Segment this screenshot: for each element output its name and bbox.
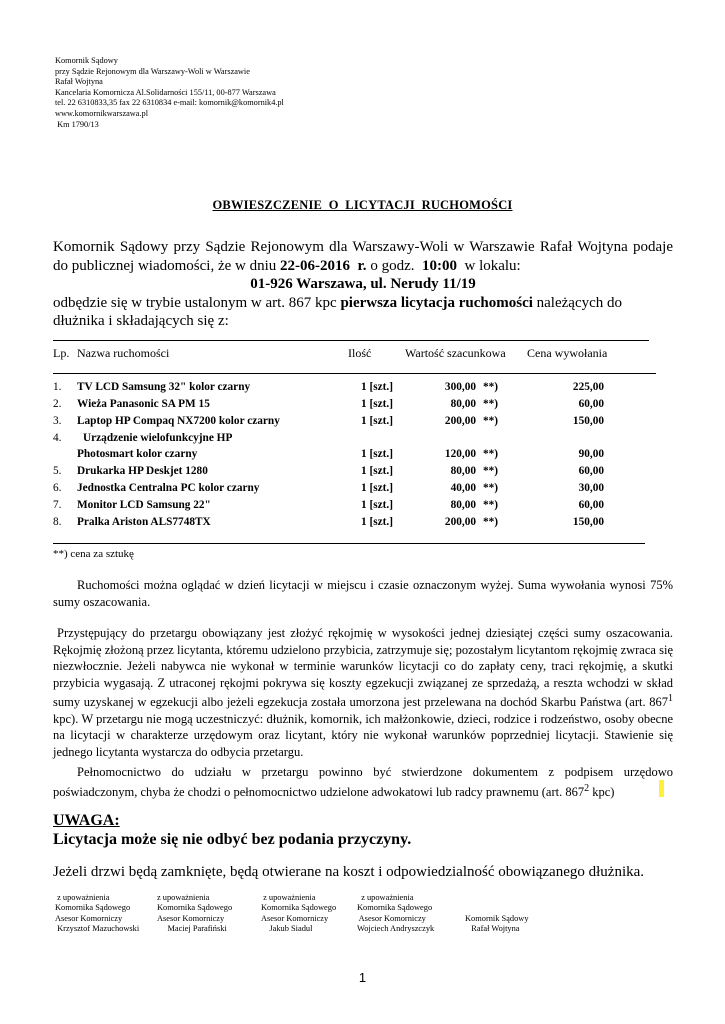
col-header-qty: Ilość: [348, 346, 372, 360]
item-value: 80,00: [450, 499, 476, 511]
item-price: 60,00: [578, 465, 604, 477]
item-quantity: 1 [szt.]: [361, 448, 393, 460]
item-name: Urządzenie wielofunkcyjne HP: [83, 432, 233, 444]
item-name: Drukarka HP Deskjet 1280: [77, 465, 208, 477]
sig-line: Asesor Komorniczy: [157, 913, 225, 923]
intro-text: w lokalu:: [456, 257, 521, 274]
sig-line: Komornika Sądowego: [261, 903, 337, 913]
item-value: 40,00: [450, 482, 476, 494]
item-name: Jednostka Centralna PC kolor czarny: [77, 482, 260, 494]
proxy-paragraph: [53, 764, 673, 800]
table-footnote: **) cena za sztukę: [53, 548, 134, 560]
col-header-name: Nazwa ruchomości: [77, 346, 170, 360]
signature-block: [357, 893, 434, 935]
sig-name: Rafał Wojtyna: [465, 924, 520, 934]
row-number: 2.: [53, 398, 62, 410]
header-line: Kancelaria Komornicza Al.Solidarności 155/11, 00-877 Warszawa: [55, 87, 276, 97]
intro-text: Komornik Sądowy przy Sądzie Rejonowym dla Warszawy-Woli w Warszawie Rafał Wojtyna podaje do publicznej wiadomości, że w dniu: [53, 239, 673, 274]
sig-line: Komornik Sądowy: [465, 913, 529, 923]
item-price: 150,00: [572, 415, 604, 427]
intro-text: należących do dłużnika i składających się z:: [53, 294, 623, 329]
table-row: [0, 446, 725, 463]
sig-name: Maciej Parafiński: [157, 924, 227, 934]
item-quantity: 1 [szt.]: [361, 415, 393, 427]
row-number: 1.: [53, 381, 62, 393]
intro-paragraph: [53, 238, 673, 331]
item-value-mark: **): [483, 448, 499, 460]
item-name: Pralka Ariston ALS7748TX: [77, 516, 211, 528]
header-line: przy Sądzie Rejonowym dla Warszawy-Woli w Warszawie: [55, 66, 250, 76]
case-number: Km 1790/13: [55, 119, 99, 129]
table-row: [0, 430, 725, 447]
item-quantity: 1 [szt.]: [361, 499, 393, 511]
sig-line: Asesor Komorniczy: [261, 913, 329, 923]
table-row: [0, 514, 725, 531]
intro-text: odbędzie się w trybie ustalonym w art. 867 kpc: [53, 294, 341, 311]
item-price: 225,00: [572, 381, 604, 393]
item-price: 30,00: [578, 482, 604, 494]
item-price: 60,00: [578, 398, 604, 410]
sig-line: Komornika Sądowego: [55, 903, 131, 913]
row-number: 4.: [53, 432, 62, 444]
office-header: [55, 56, 284, 130]
doors-notice: Jeżeli drzwi będą zamknięte, będą otwierane na koszt i odpowiedzialność obowiązanego dłużnika.: [53, 864, 645, 880]
header-line: tel. 22 6310833,35 fax 22 6310834 e-mail: komornik@komornik4.pl: [55, 98, 284, 108]
row-number: 3.: [53, 415, 62, 427]
signature-block: [157, 893, 232, 935]
proxy-text: Pełnomocnictwo do udziału w przetargu powinno być stwierdzone dokumentem z podpisem urzędowo poświadczonym, chyba że chodzi o pełnomocnictwo udzielone adwokatowi lub radcy prawnemu (art. 867: [53, 765, 673, 799]
item-quantity: 1 [szt.]: [361, 465, 393, 477]
deposit-paragraph: [53, 625, 673, 760]
notice-block: [53, 811, 411, 849]
item-value-mark: **): [483, 381, 499, 393]
item-quantity: 1 [szt.]: [361, 398, 393, 410]
table-top-rule: [53, 340, 649, 341]
intro-text: o godz.: [366, 257, 419, 274]
viewing-paragraph: [53, 577, 673, 610]
table-bottom-rule: [53, 543, 645, 544]
item-value-mark: **): [483, 415, 499, 427]
item-name: Laptop HP Compaq NX7200 kolor czarny: [77, 415, 280, 427]
item-value-mark: **): [483, 465, 499, 477]
item-value-mark: **): [483, 398, 499, 410]
notice-heading: UWAGA:: [53, 812, 120, 829]
sig-line: z upoważnienia: [157, 893, 210, 902]
sig-line: [465, 903, 529, 913]
item-value: 80,00: [450, 398, 476, 410]
item-value: 80,00: [450, 465, 476, 477]
page-number: 1: [358, 970, 367, 985]
item-value-mark: **): [483, 482, 499, 494]
item-quantity: 1 [szt.]: [361, 381, 393, 393]
item-price: 150,00: [572, 516, 604, 528]
sig-name: Jakub Siadul: [261, 924, 313, 934]
signature-block: [465, 893, 529, 935]
auction-time: 10:00: [418, 257, 457, 274]
sig-line: Asesor Komorniczy: [55, 913, 123, 923]
notice-text: Licytacja może się nie odbyć bez podania przyczyny.: [53, 831, 412, 848]
item-value-mark: **): [483, 516, 499, 528]
table-row: [0, 396, 725, 413]
item-name: Wieża Panasonic SA PM 15: [77, 398, 210, 410]
item-value: 300,00: [444, 381, 476, 393]
col-header-value: Wartość szacunkowa: [405, 346, 506, 360]
signature-block: [55, 893, 139, 935]
item-name: Monitor LCD Samsung 22": [77, 499, 211, 511]
viewing-text: Ruchomości można oglądać w dzień licytacji w miejscu i czasie oznaczonym wyżej. Suma wywołania wynosi 75% sumy oszacowania.: [53, 578, 673, 609]
sig-line: z upoważnienia: [55, 893, 110, 902]
col-header-lp: Lp.: [53, 346, 70, 360]
document-title: OBWIESZCZENIE O LICYTACJI RUCHOMOŚCI: [212, 198, 513, 212]
table-header-rule: [53, 373, 656, 374]
item-price: 90,00: [578, 448, 604, 460]
deposit-text: kpc). W przetargu nie mogą uczestniczyć: dłużnik, komornik, ich małżonkowie, dzieci, rodzice i rodzeństwo, osoby obecne na licytacji w charakterze urzędowym oraz licytant, który nie wykonał warunków poprzedniej licytacji. Stawienie się jednego licytanta wystarcza do odbycia przetargu.: [53, 711, 673, 759]
item-value: 200,00: [444, 516, 476, 528]
col-header-price: Cena wywołania: [527, 346, 608, 360]
item-value: 120,00: [444, 448, 476, 460]
auction-date: 22-06-2016 r.: [280, 257, 367, 274]
sig-name: Krzysztof Mazuchowski: [55, 924, 140, 934]
table-row: [0, 463, 725, 480]
header-line: Rafał Wojtyna: [55, 77, 103, 87]
item-quantity: 1 [szt.]: [361, 482, 393, 494]
sig-line: Komornika Sądowego: [357, 903, 433, 913]
sig-line: z upoważnienia: [357, 893, 414, 902]
article-superscript: 1: [668, 693, 673, 704]
row-number: 7.: [53, 499, 62, 511]
signature-block: [261, 893, 336, 935]
item-value: 200,00: [444, 415, 476, 427]
row-number: 6.: [53, 482, 62, 494]
row-number: 8.: [53, 516, 62, 528]
table-row: [0, 497, 725, 514]
table-row: [0, 379, 725, 396]
article-superscript: 2: [584, 782, 590, 794]
deposit-text: Przystępujący do przetargu obowiązany jest złożyć rękojmię w wysokości jednej dziesiątej części sumy oszacowania. Rękojmię złożoną przez licytanta, któremu udzielono przybicia, zatrzymuje się; pozostałym licytantom rękojmię zwraca się niezwłocznie. Jeżeli nabywca nie wykonał w terminie warunków licytacji co do zapłaty ceny, traci rękojmię, a skutki przybicia wygasają. Z utraconej rękojmi pokrywa się koszty egzekucji związanej ze sprzedażą, a reszta wchodzi w skład sumy uzyskanej w egzekucji albo jeżeli egzekucja została umorzona jest przelewana na dochód Skarbu Państwa (art. 867: [53, 626, 673, 710]
item-value-mark: **): [483, 499, 499, 511]
header-line: Komornik Sądowy: [55, 56, 118, 65]
table-row: [0, 413, 725, 430]
sig-line: Komornika Sądowego: [157, 903, 233, 913]
sig-line: [465, 893, 529, 903]
proxy-text: kpc): [589, 784, 615, 799]
sig-name: Wojciech Andryszczyk: [357, 924, 435, 934]
auction-type: pierwsza licytacja ruchomości: [340, 294, 533, 311]
item-name: Photosmart kolor czarny: [77, 448, 198, 460]
sig-line: z upoważnienia: [261, 893, 316, 902]
item-price: 60,00: [578, 499, 604, 511]
item-name: TV LCD Samsung 32" kolor czarny: [77, 381, 251, 393]
header-line: www.komornikwarszawa.pl: [55, 108, 149, 118]
highlight-mark: [659, 780, 664, 797]
row-number: 5.: [53, 465, 62, 477]
auction-address: 01-926 Warszawa, ul. Nerudy 11/19: [250, 276, 476, 292]
sig-line: Asesor Komorniczy: [357, 913, 426, 923]
item-quantity: 1 [szt.]: [361, 516, 393, 528]
table-row: [0, 480, 725, 497]
